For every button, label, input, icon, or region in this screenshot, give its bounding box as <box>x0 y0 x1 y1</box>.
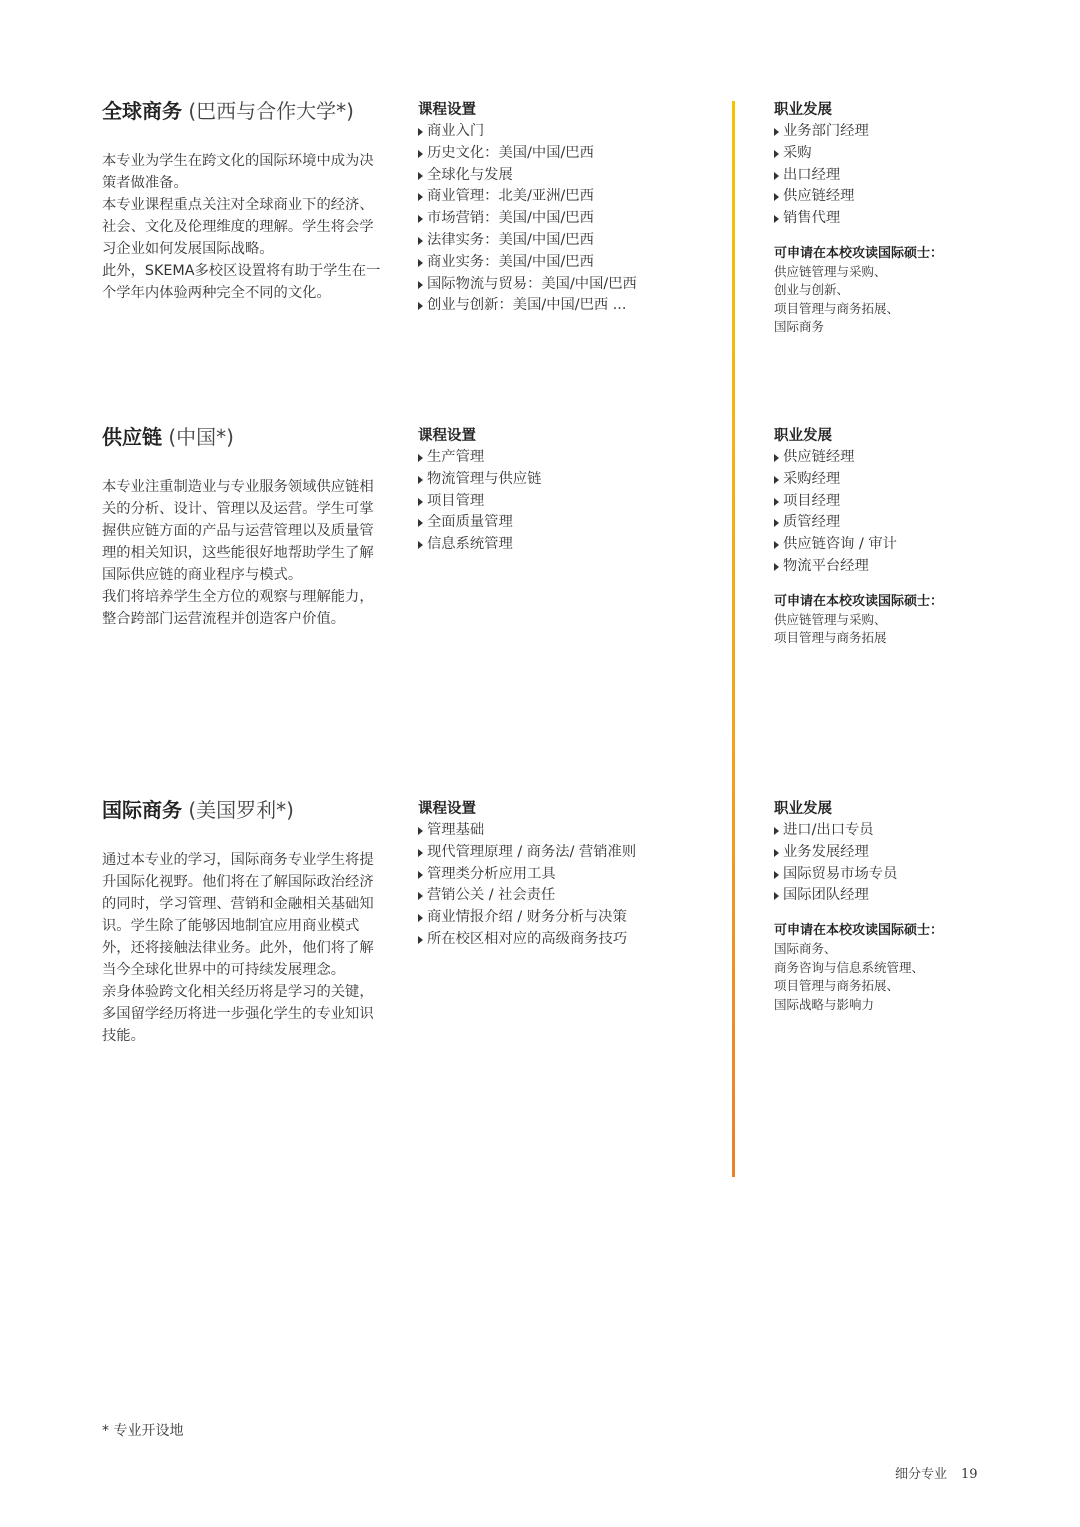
master-item: 供应链管理与采购、 <box>774 611 887 627</box>
career-column <box>774 426 1014 648</box>
courses-heading: 课程设置 <box>418 428 476 444</box>
master-item: 供应链管理与采购、 <box>774 263 887 279</box>
vertical-divider <box>732 101 735 1177</box>
course-label: 历史文化：美国/中国/巴西 <box>427 144 594 161</box>
course-label: 所在校区相对应的高级商务技巧 <box>427 930 628 947</box>
course-item <box>418 512 718 534</box>
master-heading: 可申请在本校攻读国际硕士： <box>774 923 944 939</box>
triangle-right-icon <box>418 871 423 879</box>
career-label: 供应链经理 <box>783 449 855 465</box>
career-item <box>774 143 1014 165</box>
description-paragraph: 通过本专业的学习，国际商务专业学生将提升国际化视野。他们将在了解国际政治经济的同时，学习管理、营销和金融相关基础知识。学生除了能够因地制宜应用商业模式外，还将接触法律业务。此外，他们将了解当今全球化世界中的可持续发展理念。 <box>102 852 374 978</box>
master-list <box>774 263 1014 337</box>
career-label: 供应链经理 <box>783 188 855 205</box>
triangle-right-icon <box>418 172 423 180</box>
course-item <box>418 274 718 296</box>
triangle-right-icon <box>418 237 423 245</box>
triangle-right-icon <box>418 849 423 857</box>
description-paragraph: 我们将培养学生全方位的观察与理解能力，整合跨部门运营流程并创造客户价值。 <box>102 589 374 627</box>
triangle-right-icon <box>774 519 779 527</box>
triangle-right-icon <box>418 827 423 835</box>
career-item <box>774 864 1014 886</box>
course-item <box>418 842 718 864</box>
footer-section-label: 细分专业 <box>895 1467 948 1482</box>
career-item <box>774 556 1014 578</box>
courses-list <box>418 820 718 951</box>
description-paragraph: 亲身体验跨文化相关经历将是学习的关键，多国留学经历将进一步强化学生的专业知识技能。 <box>102 984 374 1044</box>
course-label: 项目管理 <box>427 492 485 509</box>
master-item: 国际商务 <box>774 319 825 335</box>
course-item <box>418 447 718 469</box>
career-label: 国际团队经理 <box>783 887 869 904</box>
career-heading: 职业发展 <box>774 102 832 118</box>
career-label: 物流平台经理 <box>783 557 869 574</box>
triangle-right-icon <box>418 259 423 267</box>
course-item <box>418 491 718 513</box>
course-label: 生产管理 <box>427 449 485 465</box>
master-item: 国际战略与影响力 <box>774 996 875 1012</box>
course-label: 市场营销：美国/中国/巴西 <box>427 210 594 227</box>
career-label: 采购 <box>783 144 812 161</box>
course-label: 商业入门 <box>427 123 485 139</box>
description-paragraph: 本专业为学生在跨文化的国际环境中成为决策者做准备。 <box>102 153 374 191</box>
course-label: 全面质量管理 <box>427 514 513 531</box>
triangle-right-icon <box>418 476 423 484</box>
triangle-right-icon <box>418 215 423 223</box>
title-location: (中国*) <box>168 425 234 449</box>
section-description <box>102 150 387 304</box>
courses-column <box>418 426 718 556</box>
triangle-right-icon <box>774 498 779 506</box>
description-paragraph: 此外，SKEMA多校区设置将有助于学生在一个学年内体验两种完全不同的文化。 <box>102 263 381 301</box>
course-item <box>418 907 718 929</box>
page-footer <box>895 1466 978 1484</box>
course-item <box>418 230 718 252</box>
triangle-right-icon <box>418 454 423 462</box>
course-label: 管理基础 <box>427 822 485 838</box>
section-description <box>102 476 387 630</box>
career-label: 业务发展经理 <box>783 843 869 860</box>
triangle-right-icon <box>774 892 779 900</box>
triangle-right-icon <box>418 281 423 289</box>
section-intro <box>102 98 387 304</box>
triangle-right-icon <box>774 172 779 180</box>
master-item: 项目管理与商务拓展、 <box>774 300 900 316</box>
career-label: 质管经理 <box>783 514 841 531</box>
course-label: 法律实务：美国/中国/巴西 <box>427 231 594 248</box>
page-number: 19 <box>961 1467 978 1482</box>
triangle-right-icon <box>774 150 779 158</box>
career-item <box>774 885 1014 907</box>
career-label: 出口经理 <box>783 166 841 183</box>
master-heading: 可申请在本校攻读国际硕士： <box>774 593 944 609</box>
career-label: 采购经理 <box>783 470 841 487</box>
triangle-right-icon <box>418 541 423 549</box>
course-item <box>418 143 718 165</box>
section-title <box>102 797 387 823</box>
master-item: 项目管理与商务拓展、 <box>774 978 900 994</box>
triangle-right-icon <box>774 215 779 223</box>
course-item <box>418 885 718 907</box>
triangle-right-icon <box>774 193 779 201</box>
triangle-right-icon <box>418 302 423 310</box>
career-heading: 职业发展 <box>774 801 832 817</box>
triangle-right-icon <box>774 849 779 857</box>
master-list <box>774 940 1014 1014</box>
master-item: 国际商务、 <box>774 941 837 957</box>
career-list <box>774 121 1014 230</box>
career-item <box>774 186 1014 208</box>
career-label: 供应链咨询 / 审计 <box>783 536 897 553</box>
title-main: 国际商务 <box>102 798 182 822</box>
career-column <box>774 100 1014 337</box>
career-label: 国际贸易市场专员 <box>783 865 898 882</box>
career-item <box>774 469 1014 491</box>
triangle-right-icon <box>774 827 779 835</box>
career-heading: 职业发展 <box>774 428 832 444</box>
courses-column <box>418 799 718 951</box>
career-item <box>774 820 1014 842</box>
course-item <box>418 534 718 556</box>
description-paragraph: 本专业注重制造业与专业服务领域供应链相关的分析、设计、管理以及运营。学生可掌握供应链方面的产品与运营管理以及质量管理的相关知识，这些能很好地帮助学生了解国际供应链的商业程序与模式。 <box>102 479 374 583</box>
course-label: 商业实务：美国/中国/巴西 <box>427 253 594 270</box>
triangle-right-icon <box>418 519 423 527</box>
triangle-right-icon <box>418 193 423 201</box>
title-location: (巴西与合作大学*) <box>188 99 354 123</box>
course-item <box>418 121 718 143</box>
courses-list <box>418 121 718 317</box>
master-heading: 可申请在本校攻读国际硕士： <box>774 245 944 261</box>
career-item <box>774 534 1014 556</box>
course-item <box>418 165 718 187</box>
course-label: 营销公关 / 社会责任 <box>427 887 556 904</box>
career-item <box>774 491 1014 513</box>
triangle-right-icon <box>774 128 779 136</box>
triangle-right-icon <box>418 150 423 158</box>
course-label: 全球化与发展 <box>427 166 513 183</box>
course-label: 信息系统管理 <box>427 536 513 553</box>
course-item <box>418 208 718 230</box>
course-item <box>418 186 718 208</box>
career-item <box>774 447 1014 469</box>
course-item <box>418 820 718 842</box>
title-location: (美国罗利*) <box>188 798 294 822</box>
master-item: 创业与创新、 <box>774 282 850 298</box>
triangle-right-icon <box>418 128 423 136</box>
career-item <box>774 512 1014 534</box>
course-label: 商业管理：北美/亚洲/巴西 <box>427 188 594 205</box>
master-item: 项目管理与商务拓展 <box>774 630 887 646</box>
triangle-right-icon <box>418 936 423 944</box>
triangle-right-icon <box>774 871 779 879</box>
career-column <box>774 799 1014 1014</box>
course-item <box>418 929 718 951</box>
course-label: 创业与创新：美国/中国/巴西 ... <box>427 297 627 314</box>
course-label: 国际物流与贸易：美国/中国/巴西 <box>427 275 637 292</box>
career-item <box>774 121 1014 143</box>
courses-column <box>418 100 718 317</box>
career-item <box>774 208 1014 230</box>
career-label: 业务部门经理 <box>783 123 869 139</box>
triangle-right-icon <box>774 454 779 462</box>
triangle-right-icon <box>774 541 779 549</box>
career-label: 进口/出口专员 <box>783 822 874 838</box>
career-list <box>774 820 1014 907</box>
title-main: 全球商务 <box>102 99 182 123</box>
section-title <box>102 424 387 450</box>
course-label: 物流管理与供应链 <box>427 470 542 487</box>
section-intro <box>102 424 387 630</box>
career-item <box>774 842 1014 864</box>
course-item <box>418 864 718 886</box>
master-item: 商务咨询与信息系统管理、 <box>774 959 925 975</box>
course-label: 现代管理原理 / 商务法/ 营销准则 <box>427 843 637 860</box>
triangle-right-icon <box>418 498 423 506</box>
section-description <box>102 849 387 1047</box>
course-item <box>418 252 718 274</box>
course-label: 商业情报介绍 / 财务分析与决策 <box>427 909 627 926</box>
career-list <box>774 447 1014 578</box>
triangle-right-icon <box>418 892 423 900</box>
career-label: 项目经理 <box>783 492 841 509</box>
course-item <box>418 295 718 317</box>
triangle-right-icon <box>418 914 423 922</box>
triangle-right-icon <box>774 563 779 571</box>
courses-list <box>418 447 718 556</box>
description-paragraph: 本专业课程重点关注对全球商业下的经济、社会、文化及伦理维度的理解。学生将会学习企业如何发展国际战略。 <box>102 197 374 257</box>
career-item <box>774 165 1014 187</box>
section-title <box>102 98 387 124</box>
section-intro <box>102 797 387 1047</box>
career-label: 销售代理 <box>783 210 841 227</box>
courses-heading: 课程设置 <box>418 102 476 118</box>
master-list <box>774 611 1014 648</box>
course-label: 管理类分析应用工具 <box>427 865 556 882</box>
course-item <box>418 469 718 491</box>
courses-heading: 课程设置 <box>418 801 476 817</box>
triangle-right-icon <box>774 476 779 484</box>
title-main: 供应链 <box>102 425 162 449</box>
footnote: * 专业开设地 <box>102 1423 184 1439</box>
